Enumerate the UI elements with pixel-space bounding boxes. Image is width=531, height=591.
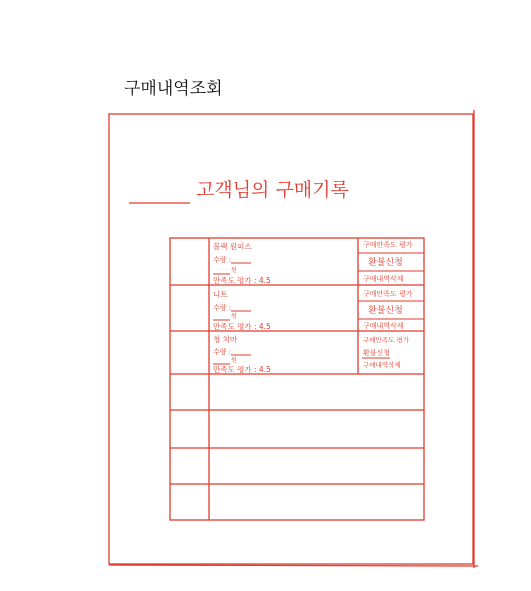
quantity-label: 수량 : — [213, 256, 232, 264]
rating-label: 만족도 평가 : 4.5 — [213, 276, 271, 285]
purchase-row — [213, 289, 424, 331]
refund-request-button[interactable]: 환불신청 — [368, 306, 403, 316]
product-name: 블랙 원피스 — [213, 242, 252, 251]
quantity-label: 수량 : — [213, 348, 232, 356]
delete-history-button[interactable]: 구매내역삭제 — [363, 322, 404, 330]
product-name: 니트 — [213, 290, 228, 299]
purchase-row — [213, 334, 410, 374]
rate-purchase-button[interactable]: 구매만족도 평가 — [363, 241, 413, 249]
rate-purchase-button[interactable]: 구매만족도 평가 — [363, 336, 410, 344]
price-unit: 원 — [231, 313, 237, 320]
quantity-label: 수량 : — [213, 304, 232, 312]
rating-label: 만족도 평가 : 4.5 — [213, 322, 271, 331]
rating-label: 만족도 평가 : 4.5 — [213, 365, 271, 374]
rate-purchase-button[interactable]: 구매만족도 평가 — [363, 290, 413, 298]
frame-bottom-mark — [109, 565, 478, 566]
page-title: 구매내역조회 — [124, 79, 223, 99]
price-unit: 원 — [231, 267, 237, 274]
purchase-history-heading: 고객님의 구매기록 — [196, 179, 349, 201]
price-unit: 원 — [231, 357, 237, 364]
product-name: 청 치마 — [213, 335, 238, 344]
delete-history-button[interactable]: 구매내역삭제 — [363, 361, 401, 369]
refund-request-button[interactable]: 환불신청 — [363, 349, 391, 357]
refund-request-button[interactable]: 환불신청 — [368, 258, 403, 268]
purchase-row — [213, 240, 424, 285]
delete-history-button[interactable]: 구매내역삭제 — [363, 275, 404, 283]
